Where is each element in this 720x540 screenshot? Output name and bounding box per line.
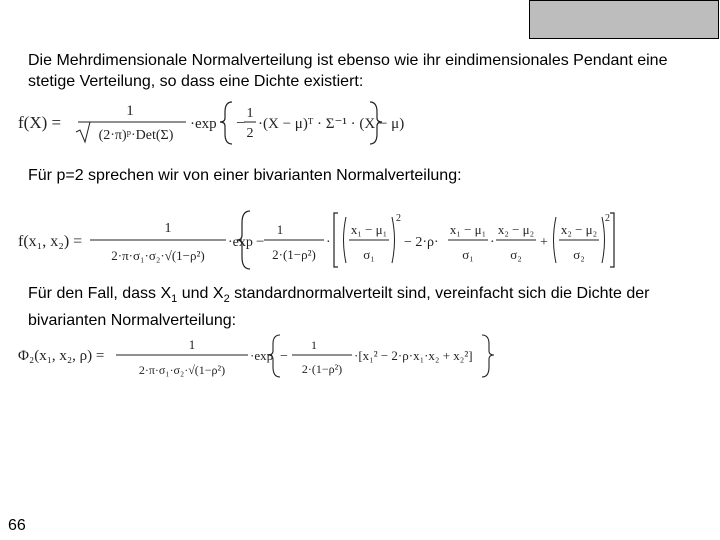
f3-body: ·[x₁² − 2·ρ·x₁·x₂ + x₂²] xyxy=(354,348,473,363)
f2-right-bracket xyxy=(610,213,614,267)
f2-t1-square: 2 xyxy=(396,213,401,224)
f2-coef-den: 2·(1−ρ²) xyxy=(272,247,316,262)
f2-plus: + xyxy=(540,235,548,250)
formula-bivariate-density xyxy=(18,207,618,271)
f3-numerator: 1 xyxy=(188,337,196,352)
svg-text:−: − xyxy=(280,349,288,364)
f3-exp: ·exp xyxy=(250,348,274,363)
f2-t4-den: σ₂ xyxy=(573,247,585,262)
f3-coef-num: 1 xyxy=(311,338,317,352)
p3-text-a: Für den Fall, dass X xyxy=(28,285,172,302)
p3-text-c: standardnormalverteilt sind, vereinfacht sich die Dichte der bivarianten Normalverteilung: xyxy=(28,285,650,330)
formula-multivariate-density xyxy=(18,98,405,146)
f1-lhs: f(X) = xyxy=(18,113,62,132)
f2-t3-num: x₂ − μ₂ xyxy=(497,222,535,237)
f2-dot: · xyxy=(490,235,495,250)
p3-text-b: und X xyxy=(177,285,224,302)
f2-t3-den: σ₂ xyxy=(510,247,522,262)
f1-exp: ·exp xyxy=(190,116,217,132)
f2-left-bracket xyxy=(334,213,338,267)
f2-exp: ·exp xyxy=(228,235,253,250)
f2-t4-num: x₂ − μ₂ xyxy=(560,222,598,237)
svg-text:−: − xyxy=(256,234,265,250)
f3-lhs: Φ₂(x₁, x₂, ρ) = xyxy=(18,348,105,364)
f1-left-brace xyxy=(220,102,232,144)
f2-t2-num: x₁ − μ₁ xyxy=(449,222,487,237)
f2-t1-num: x₁ − μ₁ xyxy=(350,222,388,237)
f2-mid: − 2·ρ· xyxy=(404,235,439,250)
f3-denominator: 2·π·σ₁·σ₂·√(1−ρ²) xyxy=(138,363,226,377)
f3-right-brace xyxy=(482,335,494,377)
paragraph-bivariate: Für p=2 sprechen wir von einer bivarianten Normalverteilung: xyxy=(28,167,462,184)
p3-sub1: 1 xyxy=(171,293,178,306)
f2-numerator: 1 xyxy=(164,221,172,236)
svg-text:·: · xyxy=(326,235,331,250)
f1-half-den: 2 xyxy=(246,126,254,141)
page-number: 66 xyxy=(8,517,26,534)
f1-denominator: (2·π)ᵖ·Det(Σ) xyxy=(98,128,174,143)
corner-box xyxy=(529,0,719,39)
formula-standard-bivariate-density xyxy=(18,333,488,383)
p3-sub2: 2 xyxy=(223,293,230,306)
f1-numerator: 1 xyxy=(126,103,134,119)
f2-t4-square: 2 xyxy=(605,213,610,224)
paragraph-standard-normal xyxy=(28,283,718,331)
f1-half-num: 1 xyxy=(246,106,254,121)
f2-lhs: f(x₁, x₂) = xyxy=(18,233,83,250)
f2-t2-den: σ₁ xyxy=(462,247,474,262)
f1-body: ·(X − μ)ᵀ · Σ⁻¹ · (X − μ) xyxy=(258,116,405,132)
paragraph-intro: Die Mehrdimensionale Normalverteilung ist ebenso wie ihr eindimensionales Pendant eine stetige Verteilung, so dass eine Dichte existiert: xyxy=(28,52,668,90)
f2-coef-num: 1 xyxy=(276,222,284,237)
f1-minus: − xyxy=(236,115,246,132)
f3-coef-den: 2·(1−ρ²) xyxy=(301,362,343,376)
f2-t1-den: σ₁ xyxy=(363,247,375,262)
f2-denominator: 2·π·σ₁·σ₂·√(1−ρ²) xyxy=(111,248,205,263)
